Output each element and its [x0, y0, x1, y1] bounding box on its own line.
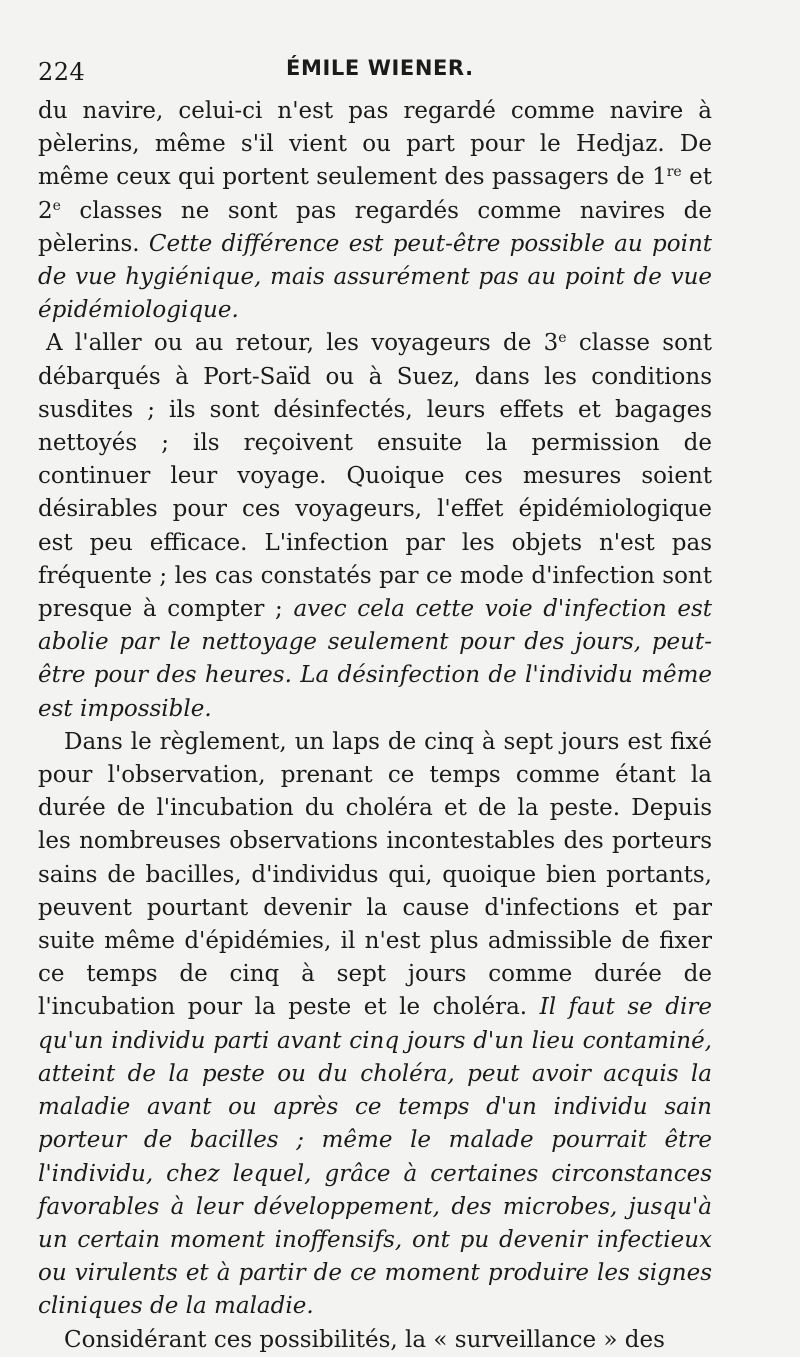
paragraph-1-text-b: et 2 — [38, 164, 713, 224]
paragraph-3 — [38, 726, 712, 1324]
paragraph-3-text: Dans le règlement, un laps de cinq à sept jours est fixé pour l'observation, prenant ce temps comme étant la durée de l'incubation du choléra et de la peste. Depuis les nombreuses observations incontestables des porteurs sains de bacilles, d'individus qui, quoique bien portants, peuvent pourtant devenir la cause d'infections et par suite même d'épidémies, il n'est plus admissible de fixer ce temps de cinq à sept jours comme durée de l'incubation pour la peste et le choléra. — [38, 728, 712, 1021]
paragraph-1-text-a: du navire, celui-ci n'est pas regardé comme navire à pèlerins, même s'il vient ou part pour le Hedjaz. De même ceux qui portent seulement des passagers de 1 — [38, 98, 712, 191]
superscript-e: e — [52, 197, 61, 214]
paragraph-2 — [38, 327, 712, 725]
paragraph-1-italic: Cette différence est peut-être possible au point de vue hygiénique, mais assurément pas au point de vue épidémiologique. — [38, 230, 712, 324]
superscript-class: e — [558, 330, 567, 347]
paragraph-2-italic: avec cela cette voie d'infection est abolie par le nettoyage seulement pour des jours, peut-être pour des heures. La désinfection de l'individu même est impossible. — [38, 596, 712, 722]
paragraph-3-italic: Il faut se dire qu'un individu parti avant cinq jours d'un lieu contaminé, atteint de la peste ou du choléra, peut avoir acquis la maladie avant ou après ce temps d'un individu sain porteur de bacilles ; même le malade pourrait être l'individu, chez lequel, grâce à certaines circonstances favorables à leur développement, des microbes, jusqu'à un certain moment inoffensifs, ont pu devenir infectieux ou virulents et à partir de ce moment produire les signes cliniques de la maladie. — [38, 994, 712, 1320]
paragraph-1 — [38, 95, 712, 327]
running-head: ÉMILE WIENER. — [286, 56, 474, 80]
paragraph-4-text: Considérant ces possibilités, la « surveillance » des — [64, 1326, 665, 1353]
page-number: 224 — [38, 58, 86, 86]
paragraph-2-text-a: A l'aller ou au retour, les voyageurs de 3 — [46, 330, 559, 357]
paragraph-4 — [38, 1324, 712, 1357]
page-header — [38, 52, 712, 92]
paragraph-1-text-c: classes ne sont pas regardés comme navires de pèlerins. — [38, 197, 712, 257]
superscript-re: re — [666, 164, 682, 181]
body-text — [38, 95, 712, 1357]
paragraph-2-text-b: classe sont débarqués à Port-Saïd ou à Suez, dans les conditions susdites ; ils sont désinfectés, leurs effets et bagages nettoyés ; ils reçoivent ensuite la permission de continuer leur voyage. Quoique ces mesures soient désirables pour ces voyageurs, l'effet épidémiologique est peu efficace. L'infection par les objets n'est pas fréquente ; les cas constatés par ce mode d'infection sont presque à compter ; — [38, 330, 712, 623]
